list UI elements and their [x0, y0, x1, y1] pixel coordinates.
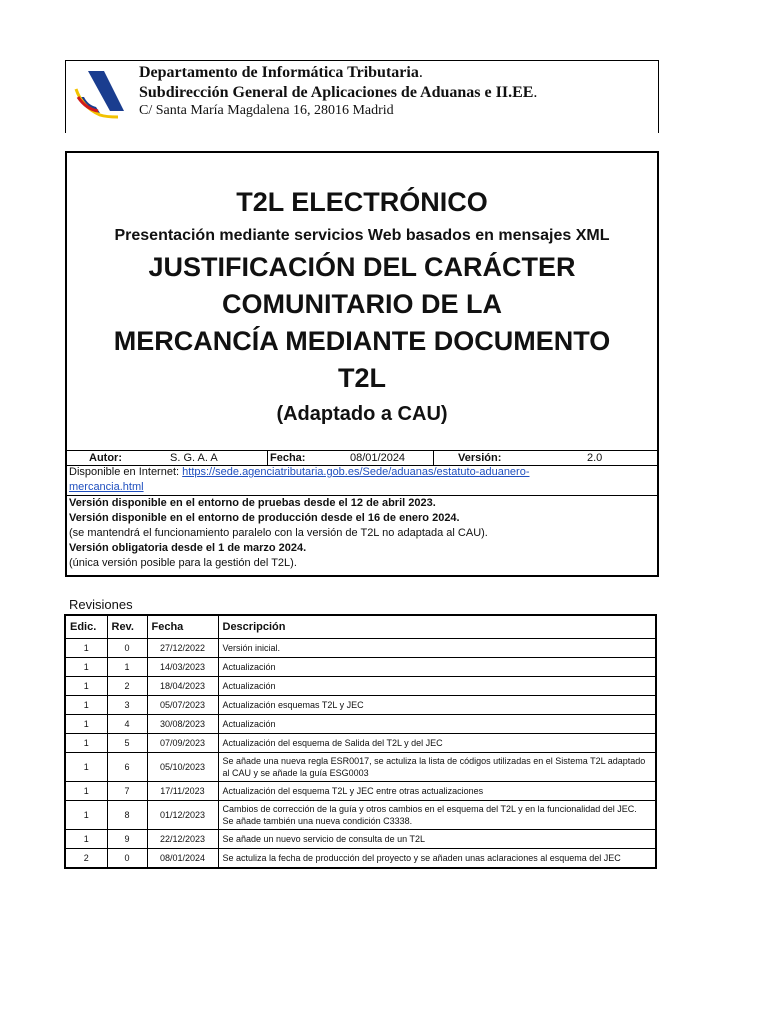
cell-fecha: 14/03/2023: [147, 658, 218, 677]
cell-descripcion: Actualización: [218, 715, 656, 734]
column-header-edic: Edic.: [65, 615, 107, 639]
table-row: [65, 658, 656, 677]
main-title-line: T2L: [337, 363, 386, 393]
internet-line-cont: [69, 480, 653, 495]
subdirectorate-name: Subdirección General de Aplicaciones de Aduanas e II.EE.: [139, 84, 538, 101]
cell-fecha: 08/01/2024: [147, 849, 218, 869]
table-row: [65, 639, 656, 658]
document-title: T2L ELECTRÓNICO: [236, 187, 488, 217]
divider: [433, 451, 434, 465]
cell-edic: 1: [65, 715, 107, 734]
only-version-note: (única versión posible para la gestión del T2L).: [69, 557, 297, 569]
table-row: [65, 753, 656, 782]
main-title: [67, 249, 657, 397]
sede-link[interactable]: https://sede.agenciatributaria.gob.es/Sede/aduanas/estatuto-aduanero-: [182, 466, 530, 478]
author-label: Autor:: [89, 452, 122, 464]
date-label: Fecha:: [270, 452, 306, 464]
cell-descripcion: Se añade una nueva regla ESR0017, se actuliza la lista de códigos utilizadas en el Sistema T2L adaptado al CAU y se añade la guía ESG0003: [218, 753, 656, 782]
cell-fecha: 17/11/2023: [147, 782, 218, 801]
cell-rev: 7: [107, 782, 147, 801]
internet-line: [69, 465, 653, 480]
table-row: [65, 849, 656, 869]
table-row: [65, 696, 656, 715]
table-header-row: [65, 615, 656, 639]
cell-edic: 1: [65, 658, 107, 677]
document-subtitle: Presentación mediante servicios Web basados en mensajes XML: [114, 227, 610, 244]
table-row: [65, 782, 656, 801]
cell-edic: 1: [65, 753, 107, 782]
cell-edic: 1: [65, 696, 107, 715]
cell-rev: 6: [107, 753, 147, 782]
cell-fecha: 22/12/2023: [147, 830, 218, 849]
cell-rev: 3: [107, 696, 147, 715]
cell-descripcion: Actualización del esquema T2L y JEC entre otras actualizaciones: [218, 782, 656, 801]
table-row: [65, 801, 656, 830]
cell-descripcion: Versión inicial.: [218, 639, 656, 658]
cell-edic: 1: [65, 782, 107, 801]
cell-descripcion: Actualización del esquema de Salida del T2L y del JEC: [218, 734, 656, 753]
cell-rev: 0: [107, 849, 147, 869]
date-value: 08/01/2024: [350, 452, 406, 464]
prod-env-note: Versión disponible en el entorno de producción desde el 16 de enero 2024.: [69, 512, 460, 524]
department-name: Departamento de Informática Tributaria.: [139, 64, 423, 81]
cell-descripcion: Actualización: [218, 658, 656, 677]
cell-fecha: 05/10/2023: [147, 753, 218, 782]
version-label: Versión:: [458, 452, 502, 464]
cell-edic: 1: [65, 801, 107, 830]
cell-rev: 1: [107, 658, 147, 677]
agencia-tributaria-logo-icon: [74, 67, 128, 119]
revisions-title: Revisiones: [69, 597, 133, 612]
main-title-line: COMUNITARIO DE LA: [222, 289, 502, 319]
cell-rev: 0: [107, 639, 147, 658]
author-value: S. G. A. A: [170, 452, 218, 464]
cell-fecha: 05/07/2023: [147, 696, 218, 715]
test-env-note: Versión disponible en el entorno de pruebas desde el 12 de abril 2023.: [69, 497, 436, 509]
cell-fecha: 27/12/2022: [147, 639, 218, 658]
cell-edic: 1: [65, 677, 107, 696]
cell-edic: 2: [65, 849, 107, 869]
table-row: [65, 734, 656, 753]
cell-fecha: 30/08/2023: [147, 715, 218, 734]
main-title-line: MERCANCÍA MEDIANTE DOCUMENTO: [113, 326, 611, 356]
cell-fecha: 01/12/2023: [147, 801, 218, 830]
sede-link-cont[interactable]: mercancia.html: [69, 481, 144, 493]
address: C/ Santa María Magdalena 16, 28016 Madrid: [139, 103, 394, 118]
table-row: [65, 830, 656, 849]
cell-rev: 8: [107, 801, 147, 830]
adapted-note: (Adaptado a CAU): [276, 403, 448, 425]
cell-fecha: 07/09/2023: [147, 734, 218, 753]
cell-edic: 1: [65, 734, 107, 753]
cell-rev: 9: [107, 830, 147, 849]
cell-rev: 5: [107, 734, 147, 753]
column-header-rev: Rev.: [107, 615, 147, 639]
parallel-note: (se mantendrá el funcionamiento paralelo con la versión de T2L no adaptada al CAU).: [69, 527, 488, 539]
cell-edic: 1: [65, 639, 107, 658]
version-value: 2.0: [587, 452, 603, 464]
table-row: [65, 715, 656, 734]
document-header: [65, 60, 659, 133]
metadata-row: [67, 450, 657, 466]
revisions-table: [64, 614, 657, 869]
cell-rev: 4: [107, 715, 147, 734]
cell-descripcion: Actualización: [218, 677, 656, 696]
cover-box: [65, 151, 659, 577]
cell-descripcion: Actualización esquemas T2L y JEC: [218, 696, 656, 715]
cell-rev: 2: [107, 677, 147, 696]
cell-edic: 1: [65, 830, 107, 849]
cell-fecha: 18/04/2023: [147, 677, 218, 696]
divider: [267, 451, 268, 465]
availability-info: [69, 465, 653, 571]
column-header-fecha: Fecha: [147, 615, 218, 639]
column-header-descripcion: Descripción: [218, 615, 656, 639]
main-title-line: JUSTIFICACIÓN DEL CARÁCTER: [148, 252, 576, 282]
cell-descripcion: Cambios de corrección de la guía y otros cambios en el esquema del T2L y en la funcionalidad del JEC. Se añade también una nueva condición C3338.: [218, 801, 656, 830]
mandatory-note: Versión obligatoria desde el 1 de marzo 2024.: [69, 542, 307, 554]
table-row: [65, 677, 656, 696]
cell-descripcion: Se actuliza la fecha de producción del proyecto y se añaden unas aclaraciones al esquema del JEC: [218, 849, 656, 869]
cell-descripcion: Se añade un nuevo servicio de consulta de un T2L: [218, 830, 656, 849]
internet-label: Disponible en Internet:: [69, 466, 183, 478]
